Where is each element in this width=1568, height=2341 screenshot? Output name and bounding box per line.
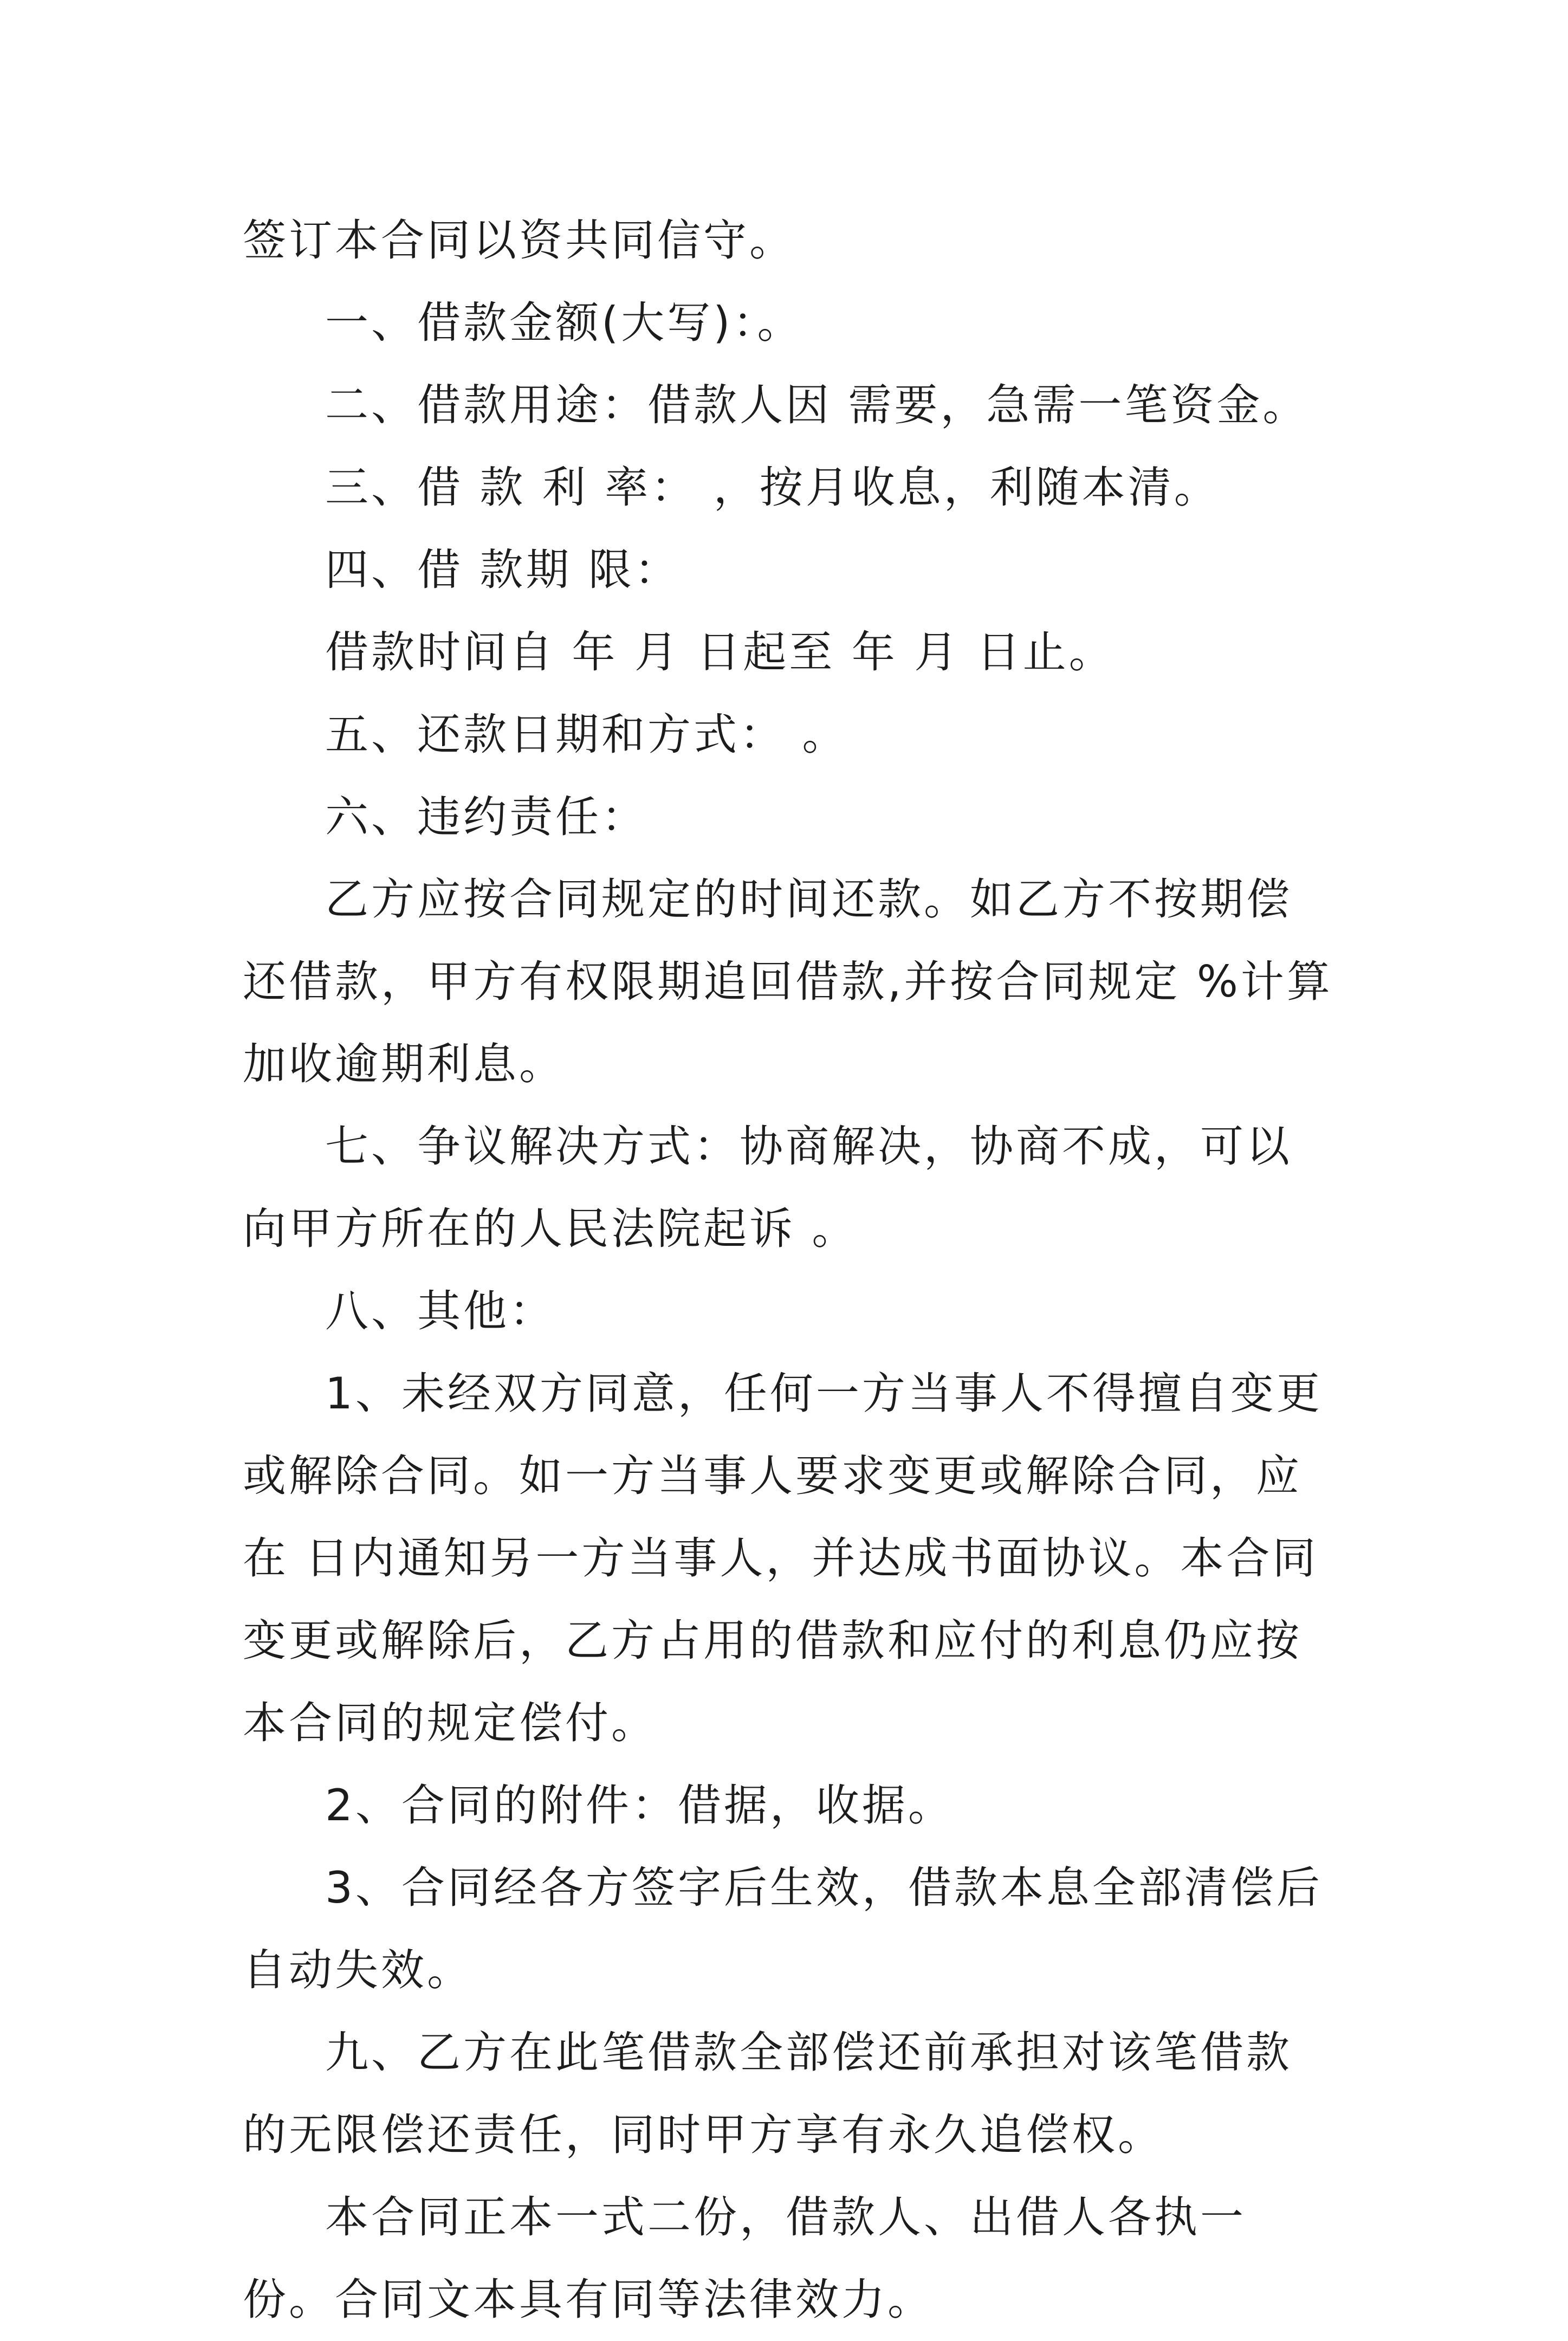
paragraph-repayment-method: 五、还款日期和方式： 。 <box>325 709 848 760</box>
paragraph-other-heading: 八、其他： <box>325 1286 555 1336</box>
paragraph-other-item-1: 1、未经双方同意，任何一方当事人不得擅自变更或解除合同。如一方当事人要求变更或解除合同，应在 日内通知另一方当事人，并达成书面协议。本合同变更或解除后，乙方占用的借款和应付的利息仍应按本合同的规定偿付。 <box>243 1368 1323 1748</box>
paragraph-closing-line: 签订本合同以资共同信守。 <box>243 215 795 266</box>
paragraph-loan-term-heading: 四、借 款期 限： <box>325 545 681 595</box>
paragraph-copies: 本合同正本一式二份，借款人、出借人各执一份。合同文本具有同等法律效力。 <box>243 2192 1246 2325</box>
paragraph-liability-body: 乙方应按合同规定的时间还款。如乙方不按期偿还借款，甲方有权限期追回借款,并按合同规定 %计算加收逾期利息。 <box>243 874 1333 1089</box>
contract-body <box>243 199 1337 2341</box>
paragraph-interest-rate: 三、借 款 利 率： ，按月收息，利随本清。 <box>325 462 1220 513</box>
paragraph-loan-amount: 一、借款金额(大写)：。 <box>325 298 804 348</box>
paragraph-other-item-2: 2、合同的附件：借据，收据。 <box>325 1780 954 1831</box>
paragraph-dispute-resolution: 七、争议解决方式：协商解决，协商不成，可以向甲方所在的人民法院起诉 。 <box>243 1121 1292 1254</box>
paragraph-loan-period: 借款时间自 年 月 日起至 年 月 日止。 <box>325 627 1115 677</box>
paragraph-other-item-3: 3、合同经各方签字后生效，借款本息全部清偿后自动失效。 <box>243 1863 1323 1995</box>
paragraph-liability-heading: 六、违约责任： <box>325 792 647 842</box>
paragraph-unlimited-liability: 九、乙方在此笔借款全部偿还前承担对该笔借款的无限偿还责任，同时甲方享有永久追偿权。 <box>243 2027 1292 2160</box>
paragraph-loan-purpose: 二、借款用途：借款人因 需要，急需一笔资金。 <box>325 380 1309 430</box>
